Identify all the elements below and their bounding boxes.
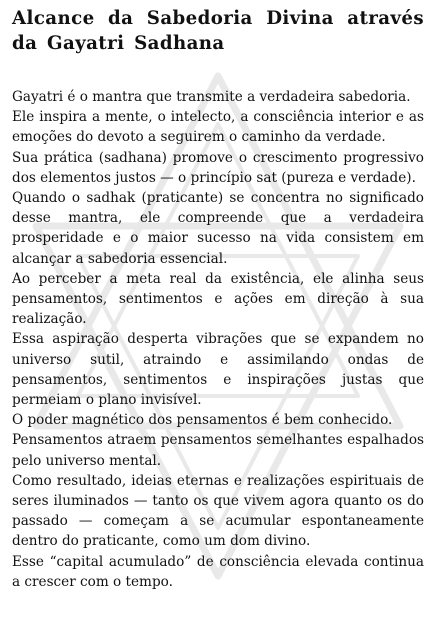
paragraph: O poder magnético dos pensamentos é bem conhecido. xyxy=(12,412,393,429)
paragraph: Pensamentos atraem pensamentos semelhantes espalhados pelo universo mental. xyxy=(12,432,424,469)
paragraph: Esse “capital acumulado” de consciência elevada continua a crescer com o tempo. xyxy=(12,553,424,590)
document-body xyxy=(12,87,424,592)
paragraph: Essa aspiração desperta vibrações que se expandem no universo sutil, atraindo e assimilando ondas de pensamentos, sentimentos e inspirações justas que permeiam o plano invisível. xyxy=(12,331,424,409)
document-title: Alcance da Sabedoria Divina através da Gayatri Sadhana xyxy=(12,8,424,54)
paragraph: Gayatri é o mantra que transmite a verdadeira sabedoria. xyxy=(12,89,411,105)
paragraph: Como resultado, ideias eternas e realizações espirituais de seres iluminados — tanto os que vivem agora quanto os do passado — começam a se acumular espontaneamente dentro do praticante, como um dom divino. xyxy=(12,472,424,550)
paragraph: Quando o sadhak (praticante) se concentra no significado desse mantra, ele compreende que a verdadeira prosperidade e o maior sucesso na vida consistem em alcançar a sabedoria essencial. xyxy=(12,190,424,267)
paragraph: Ele inspira a mente, o intelecto, a consciência interior e as emoções do devoto a seguirem o caminho da verdade. xyxy=(12,109,424,146)
paragraph: Sua prática (sadhana) promove o crescimento progressivo dos elementos justos — o princípio sat (pureza e verdade). xyxy=(12,149,424,186)
paragraph: Ao perceber a meta real da existência, ele alinha seus pensamentos, sentimentos e ações em direção à sua realização. xyxy=(12,270,424,328)
